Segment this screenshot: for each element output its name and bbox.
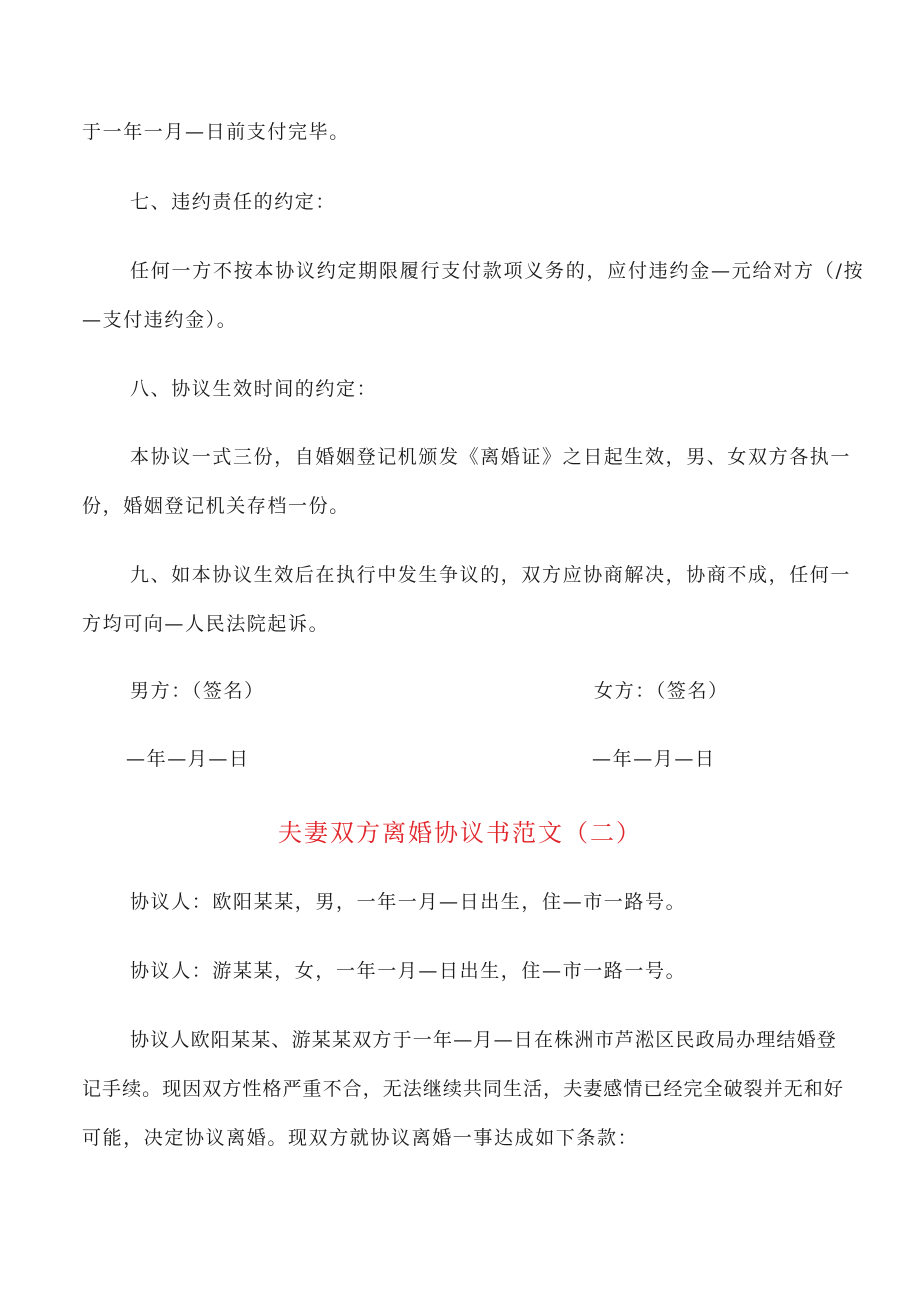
party-line: 协议人：欧阳某某，男，一年一月—日出生，住—市一路号。: [130, 891, 687, 913]
female-signature-label: 女方：（签名）: [594, 680, 729, 702]
paragraph-line: 协议人欧阳某某、游某某双方于一年—月—日在株洲市芦淞区民政局办理结婚登: [130, 1029, 838, 1051]
paragraph-line: 份，婚姻登记机关存档一份。: [82, 495, 350, 517]
paragraph-line: 方均可向—人民法院起诉。: [82, 613, 330, 635]
clause-heading-8: 八、协议生效时间的约定：: [130, 378, 378, 400]
paragraph-line: 于一年一月—日前支付完毕。: [82, 121, 350, 143]
party-line: 协议人：游某某，女，一年一月—日出生，住—市一路一号。: [130, 960, 687, 982]
paragraph-line: 可能，决定协议离婚。现双方就协议离婚一事达成如下条款：: [82, 1127, 639, 1149]
male-signature-label: 男方：（签名）: [130, 680, 265, 702]
paragraph-line: —支付违约金）。: [82, 309, 238, 331]
female-signature-date: —年—月—日: [592, 748, 716, 770]
paragraph-line: 任何一方不按本协议约定期限履行支付款项义务的，应付违约金—元给对方（/按: [130, 260, 865, 282]
paragraph-line: 本协议一式三份，自婚姻登记机颁发《离婚证》之日起生效，男、女双方各执一: [130, 446, 852, 468]
clause-heading-9: 九、如本协议生效后在执行中发生争议的，双方应协商解决，协商不成，任何一: [130, 564, 852, 586]
clause-heading-7: 七、违约责任的约定：: [130, 191, 337, 213]
male-signature-date: —年—月—日: [126, 748, 250, 770]
paragraph-line: 记手续。现因双方性格严重不合，无法继续共同生活，夫妻感情已经完全破裂并无和好: [82, 1078, 844, 1100]
section-title: 夫妻双方离婚协议书范文（二）: [278, 819, 642, 847]
